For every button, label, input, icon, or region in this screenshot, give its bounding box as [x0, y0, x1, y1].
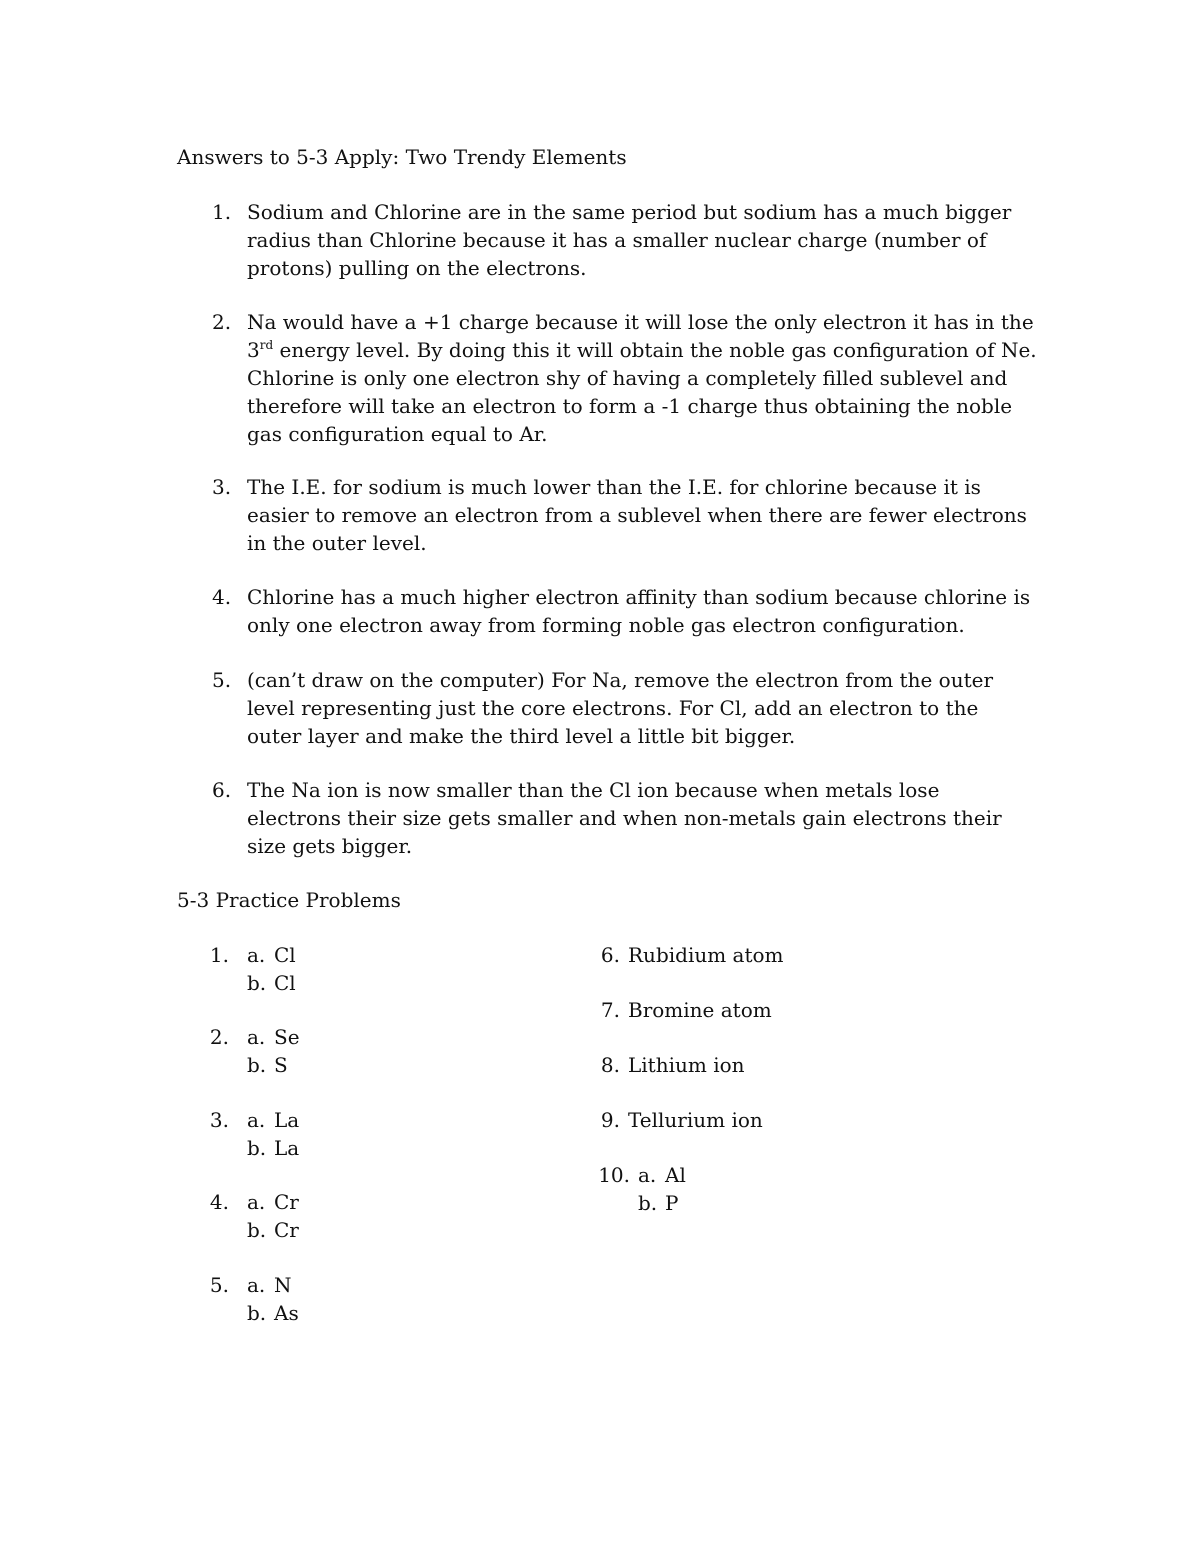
practice-answer: Bromine atom [628, 998, 772, 1022]
answer-number: 6. [212, 778, 232, 802]
practice-number: 10. [598, 1163, 630, 1187]
practice-title: 5-3 Practice Problems [177, 888, 401, 912]
answer-number: 2. [212, 310, 232, 334]
answer-text: The Na ion is now smaller than the Cl ion because when metals lose electrons their size gets smaller and when non-metals gain electrons their size gets bigger. [247, 778, 1002, 858]
practice-item [590, 1051, 990, 1079]
answer-text: Chlorine has a much higher electron affinity than sodium because chlorine is only one electron away from forming noble gas electron configuration. [247, 585, 1031, 637]
practice-item [590, 941, 990, 969]
practice-answer: Tellurium ion [628, 1108, 763, 1132]
answer-item [177, 776, 1037, 860]
practice-answer: Cl [274, 943, 296, 967]
practice-answer: Lithium ion [628, 1053, 745, 1077]
practice-item: 2. a. Se b. S [177, 1023, 557, 1079]
practice-answer: Cl [274, 971, 296, 995]
practice-number: 3. [209, 1108, 229, 1132]
practice-answer: As [274, 1301, 299, 1325]
practice-item: 4. a. Cr b. Cr [177, 1188, 557, 1244]
practice-number: 6. [600, 943, 620, 967]
practice-answer: S [274, 1053, 288, 1077]
answer-item [177, 473, 1037, 557]
answer-item [177, 666, 1037, 750]
answer-text: Sodium and Chlorine are in the same period but sodium has a much bigger radius than Chlorine because it has a smaller nuclear charge (number of protons) pulling on the electrons. [247, 200, 1012, 280]
answer-item [177, 308, 1037, 448]
practice-number: 2. [209, 1025, 229, 1049]
page-title: Answers to 5-3 Apply: Two Trendy Elements [177, 145, 627, 169]
practice-answer: N [274, 1273, 292, 1297]
answer-number: 5. [212, 668, 232, 692]
practice-number: 8. [600, 1053, 620, 1077]
answer-number: 1. [212, 200, 232, 224]
practice-item [590, 1106, 990, 1134]
answer-text: The I.E. for sodium is much lower than the I.E. for chlorine because it is easier to remove an electron from a sublevel when there are fewer electrons in the outer level. [247, 475, 1027, 555]
practice-number: 1. [209, 943, 229, 967]
practice-item: 1. a. Cl b. Cl [177, 941, 557, 997]
practice-item: 5. a. N b. As [177, 1271, 557, 1327]
practice-answer: P [665, 1191, 679, 1215]
practice-item [590, 996, 990, 1024]
answer-text: Na would have a +1 charge because it will lose the only electron it has in the 3rd energy level. By doing this it will obtain the noble gas configuration of Ne. Chlorine is only one electron shy of having a completely filled sublevel and therefore will take an electron to form a -1 charge thus obtaining the noble gas configuration equal to Ar. [247, 310, 1037, 446]
practice-item: 10. a. Al b. P [590, 1161, 990, 1217]
answer-item [177, 583, 1037, 639]
practice-answer: La [274, 1108, 300, 1132]
practice-item: 3. a. La b. La [177, 1106, 557, 1162]
answer-number: 4. [212, 585, 232, 609]
practice-answer: Al [665, 1163, 686, 1187]
practice-answer: Se [274, 1025, 300, 1049]
practice-number: 7. [600, 998, 620, 1022]
answer-text: (can’t draw on the computer) For Na, remove the electron from the outer level representing just the core electrons. For Cl, add an electron to the outer layer and make the third level a little bit bigger. [247, 668, 994, 748]
practice-number: 4. [209, 1190, 229, 1214]
practice-answer: Cr [274, 1190, 299, 1214]
practice-number: 5. [209, 1273, 229, 1297]
practice-answer: Cr [274, 1218, 299, 1242]
practice-answer: Rubidium atom [628, 943, 784, 967]
answer-item [177, 198, 1037, 282]
practice-answer: La [274, 1136, 300, 1160]
practice-number: 9. [600, 1108, 620, 1132]
superscript: rd [259, 338, 274, 352]
answer-number: 3. [212, 475, 232, 499]
